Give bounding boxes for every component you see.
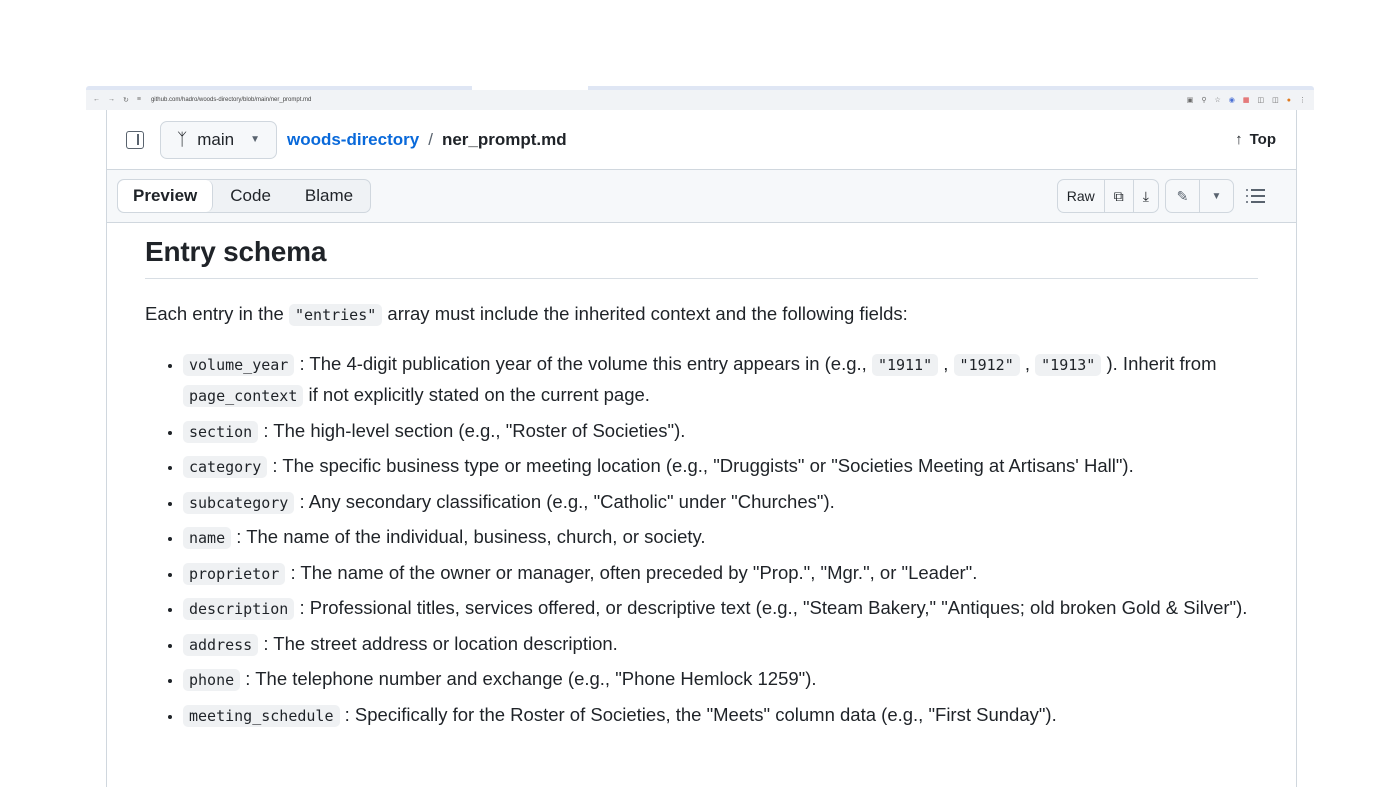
raw-button[interactable]: Raw (1058, 180, 1105, 212)
inline-code: "entries" (289, 304, 382, 326)
list-item (183, 416, 1258, 447)
list-item (183, 700, 1258, 731)
extension-red-icon[interactable]: ▦ (1242, 97, 1250, 104)
browser-toolbar-icons (1187, 96, 1306, 104)
intro-paragraph (145, 302, 1258, 327)
arrow-up-icon: ↑ (1235, 131, 1243, 148)
extensions-puzzle-icon[interactable]: ◫ (1257, 97, 1265, 104)
section-heading: Entry schema (145, 236, 1258, 279)
field-desc: : Professional titles, services offered, or descriptive text (e.g., "Steam Bakery," "Antiques; old broken Gold & Silver"). (294, 597, 1248, 618)
field-code: meeting_schedule (183, 705, 340, 727)
breadcrumb-separator: / (428, 129, 433, 149)
list-item (183, 349, 1258, 411)
field-code: subcategory (183, 492, 294, 514)
screenshot-icon[interactable]: ▣ (1186, 97, 1194, 104)
edit-dropdown-chevron-icon[interactable]: ▼ (1211, 190, 1222, 202)
list-item (183, 558, 1258, 589)
field-desc: : The high-level section (e.g., "Roster of Societies"). (258, 419, 686, 441)
field-code: name (183, 527, 231, 549)
copy-icon[interactable]: ⧉ (1105, 180, 1134, 212)
field-desc: : The name of the individual, business, church, or society. (231, 526, 706, 547)
sidepanel-icon[interactable]: ◫ (1272, 97, 1279, 104)
field-desc: : Any secondary classification (e.g., "Catholic" under "Churches"). (294, 490, 835, 512)
breadcrumb-repo-link[interactable]: woods-directory (286, 129, 420, 149)
field-desc: : The 4-digit publication year of the volume this entry appears in (e.g., (294, 353, 872, 374)
url-text[interactable]: github.com/hadro/woods-directory/blob/main/ner_prompt.md (150, 97, 312, 103)
profile-avatar-icon[interactable]: ● (1286, 96, 1291, 104)
file-header (107, 110, 1296, 170)
list-item (183, 629, 1258, 660)
intro-text-end: array must include the inherited context and the following fields: (382, 303, 908, 324)
site-settings-icon[interactable]: ≡ (136, 96, 141, 103)
tab-code[interactable]: Code (230, 186, 271, 205)
field-desc: if not explicitly stated on the current page. (303, 384, 650, 405)
field-list (145, 349, 1258, 731)
breadcrumb-file-name: ner_prompt.md (441, 129, 567, 149)
intro-text-start: Each entry in the (145, 303, 289, 324)
field-desc: : The telephone number and exchange (e.g., "Phone Hemlock 1259"). (240, 668, 817, 689)
file-actions-group (1057, 179, 1159, 213)
sidebar-toggle-icon[interactable] (126, 131, 144, 149)
field-desc: : The street address or location description. (258, 632, 618, 654)
field-code: volume_year (183, 354, 294, 376)
chevron-down-icon: ▼ (250, 134, 260, 145)
markdown-body (107, 236, 1296, 731)
field-code: section (183, 421, 258, 443)
forward-icon[interactable]: → (108, 96, 115, 103)
inline-code: "1911" (872, 354, 938, 376)
field-desc: , (938, 353, 954, 374)
browser-nav (93, 96, 141, 104)
list-item (183, 451, 1258, 482)
extension-icon[interactable]: ◉ (1228, 97, 1235, 104)
file-toolbar (107, 170, 1296, 223)
field-code: proprietor (183, 563, 285, 585)
download-icon[interactable]: ⤓ (1142, 187, 1149, 204)
field-code: category (183, 456, 267, 478)
field-desc: : The name of the owner or manager, often preceded by "Prop.", "Mgr.", or "Leader". (285, 561, 978, 583)
edit-actions-group (1165, 179, 1234, 213)
bookmark-star-icon[interactable]: ☆ (1214, 97, 1221, 104)
inline-code: "1912" (954, 354, 1020, 376)
tab-blame[interactable]: Blame (304, 186, 354, 205)
list-item (183, 593, 1258, 624)
outline-list-icon[interactable] (1246, 189, 1270, 203)
list-item (183, 487, 1258, 518)
field-desc: : The specific business type or meeting location (e.g., "Druggists" or "Societies Meeting at Artisans' Hall"). (267, 455, 1134, 476)
top-label: Top (1249, 131, 1276, 148)
branch-name: main (197, 129, 235, 149)
inline-code: "1913" (1035, 354, 1101, 376)
field-desc: ). Inherit from (1101, 353, 1217, 374)
field-desc: : Specifically for the Roster of Societies, the "Meets" column data (e.g., "First Sunday"). (339, 703, 1057, 725)
top-button[interactable] (1235, 131, 1276, 148)
field-code: address (183, 634, 258, 656)
file-view (106, 110, 1297, 787)
view-mode-tabs (117, 179, 371, 213)
zoom-icon[interactable]: ⚲ (1201, 97, 1207, 104)
list-item (183, 664, 1258, 695)
tab-preview[interactable]: Preview (118, 180, 213, 212)
field-code: description (183, 598, 294, 620)
inline-code: page_context (183, 385, 303, 407)
reload-icon[interactable]: ↻ (123, 97, 129, 104)
field-desc: , (1019, 353, 1036, 374)
branch-selector-button[interactable] (160, 121, 277, 159)
git-branch-icon: ᛉ (177, 129, 188, 149)
address-bar[interactable] (86, 90, 1314, 110)
pencil-icon[interactable]: ✎ (1166, 180, 1200, 212)
field-code: phone (183, 669, 240, 691)
menu-kebab-icon[interactable]: ⋮ (1299, 97, 1306, 104)
back-icon[interactable]: ← (93, 96, 100, 103)
list-item (183, 522, 1258, 553)
